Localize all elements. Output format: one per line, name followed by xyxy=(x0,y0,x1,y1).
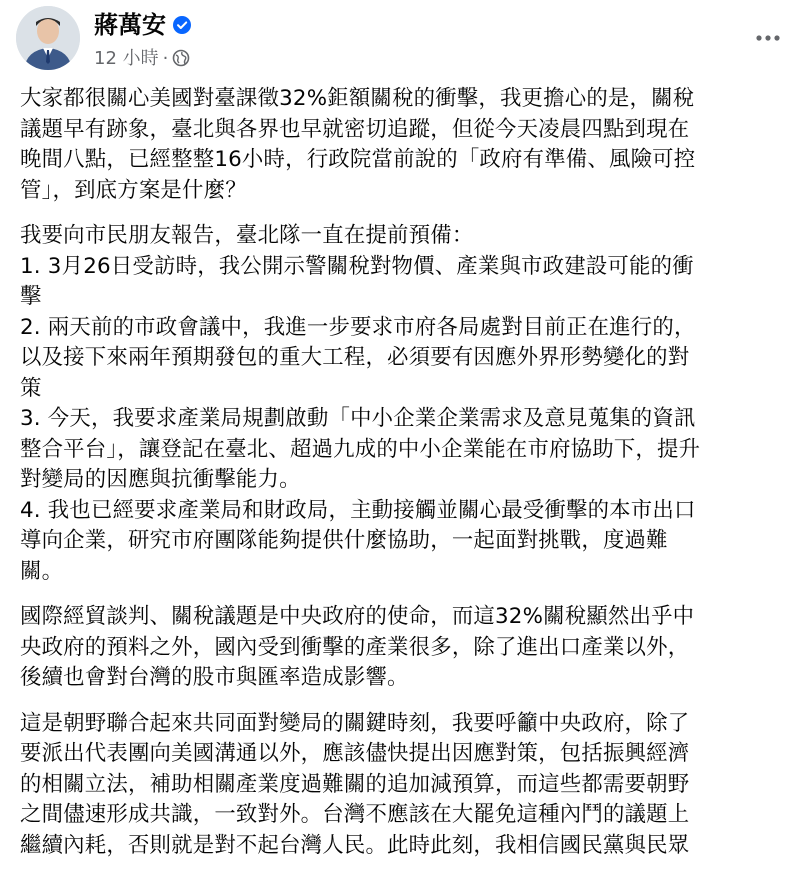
post-paragraph xyxy=(20,709,784,862)
author-avatar[interactable] xyxy=(16,6,80,70)
author-name-text[interactable]: 蔣萬安 xyxy=(94,11,166,39)
author-name[interactable] xyxy=(94,10,192,40)
post-timestamp[interactable]: 12 小時 xyxy=(94,48,159,69)
post-paragraph xyxy=(20,84,784,206)
post-paragraph xyxy=(20,602,784,694)
post-meta xyxy=(94,46,190,72)
post-text-line: 議題早有跡象，臺北與各界也早就密切追蹤，但從今天凌晨四點到現在 xyxy=(20,116,690,142)
post-text-line: 以及接下來兩年預期發包的重大工程，必須要有因應外界形勢變化的對 xyxy=(20,345,690,370)
post-text-line: 國際經貿談判、關稅議題是中央政府的使命，而這32%關稅顯然出乎中 xyxy=(20,604,695,629)
post-text-line: 大家都很關心美國對臺課徵32%鉅額關稅的衝擊，我更擔心的是，關稅 xyxy=(20,86,695,111)
post-text-line: 繼續內耗，否則就是對不起台灣人民。此時此刻，我相信國民黨與民眾 xyxy=(20,832,690,858)
post-text-line: 3. 今天，我要求產業局規劃啟動「中小企業企業需求及意見蒐集的資訊 xyxy=(20,406,696,431)
post-text-line: 這是朝野聯合起來共同面對變局的關鍵時刻，我要呼籲中央政府，除了 xyxy=(20,710,690,736)
post-text-line: 擊 xyxy=(20,284,42,309)
post-text-line: 導向企業，研究市府團隊能夠提供什麼協助，一起面對挑戰，度過難 xyxy=(20,528,668,553)
post-text-line: 的相關立法，補助相關產業度過難關的追加減預算，而這些都需要朝野 xyxy=(20,771,690,797)
post-text-line: 後續也會對台灣的股市與匯率造成影響。 xyxy=(20,665,409,690)
post-text-line: 1. 3月26日受訪時，我公開示警關稅對物價、產業與市政建設可能的衝 xyxy=(20,253,694,279)
meta-separator: · xyxy=(162,48,169,69)
post-text-line: 我要向市民朋友報告，臺北隊一直在提前預備： xyxy=(20,223,474,248)
post-text-line: 關。 xyxy=(20,558,64,584)
post-body xyxy=(20,84,784,876)
more-options-icon[interactable] xyxy=(752,24,784,52)
post-text-line: 4. 我也已經要求產業局和財政局，主動接觸並關心最受衝擊的本市出口 xyxy=(20,497,696,523)
post-text-line: 之間儘速形成共識，一致對外。台灣不應該在大罷免這種內鬥的議題上 xyxy=(20,802,690,827)
verified-badge-icon xyxy=(172,12,192,32)
post-paragraph xyxy=(20,221,784,587)
post-text-line: 要派出代表團向美國溝通以外，應該儘快提出因應對策，包括振興經濟 xyxy=(20,741,690,766)
post-text-line: 晚間八點，已經整整16小時，行政院當前說的「政府有準備、風險可控 xyxy=(20,147,696,172)
post-text-line: 對變局的因應與抗衝擊能力。 xyxy=(20,467,301,492)
post-header xyxy=(16,6,784,74)
post-text-line: 策 xyxy=(20,375,42,401)
post-text-line: 央政府的預料之外，國內受到衝擊的產業很多，除了進出口產業以外， xyxy=(20,634,690,660)
post-text-line: 2. 兩天前的市政會議中，我進一步要求市府各局處對目前正在進行的， xyxy=(20,314,696,340)
post-text-line: 管」，到底方案是什麼？ xyxy=(20,177,247,203)
post-text-line: 整合平台」，讓登記在臺北、超過九成的中小企業能在市府協助下，提升 xyxy=(20,436,701,462)
globe-icon[interactable] xyxy=(172,49,190,67)
